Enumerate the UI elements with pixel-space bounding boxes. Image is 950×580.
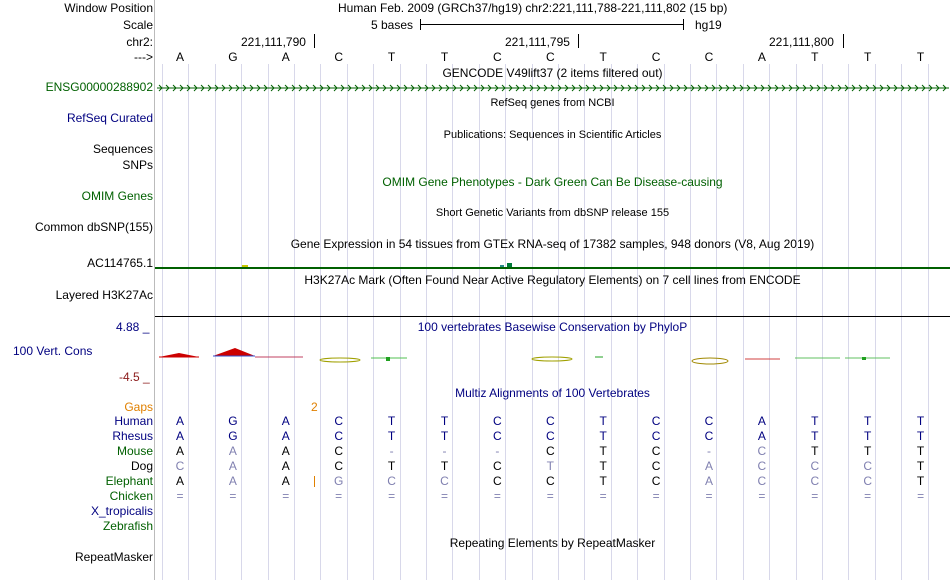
gtex-expression-peak xyxy=(507,263,512,267)
phylop-plot-svg xyxy=(155,344,950,368)
alignment-base: = xyxy=(599,489,607,503)
scale-bar xyxy=(420,24,684,25)
alignment-base: C xyxy=(651,474,661,488)
alignment-base: A xyxy=(281,444,290,458)
alignment-base: A xyxy=(757,414,766,428)
scale-bar-right-tick xyxy=(683,19,684,30)
publications-track-title: Publications: Sequences in Scientific Articles xyxy=(443,129,662,141)
reference-base: A xyxy=(281,50,290,64)
alignment-base: C xyxy=(757,459,767,473)
gaps-label[interactable]: Gaps xyxy=(124,400,153,414)
alignment-base: T xyxy=(864,429,872,443)
alignment-base: T xyxy=(916,459,925,473)
alignment-base: C xyxy=(545,429,555,443)
label-divider xyxy=(154,0,155,580)
alignment-base: T xyxy=(916,444,925,458)
species-label[interactable]: X_tropicalis xyxy=(90,504,153,518)
alignment-base: T xyxy=(811,444,819,458)
alignment-base: T xyxy=(864,444,872,458)
species-label[interactable]: Mouse xyxy=(116,444,153,458)
scale-db-text: hg19 xyxy=(695,18,722,32)
species-label[interactable]: Human xyxy=(114,414,153,428)
position-tick xyxy=(843,34,844,48)
alignment-base: T xyxy=(916,414,925,428)
alignment-base: C xyxy=(863,459,873,473)
phylop-max-value: 4.88 _ xyxy=(116,320,150,334)
alignment-base: = xyxy=(176,489,184,503)
alignment-base: T xyxy=(599,414,607,428)
alignment-base: = xyxy=(440,489,448,503)
reference-base: C xyxy=(651,50,661,64)
alignment-base: T xyxy=(387,414,396,428)
reference-base: C xyxy=(545,50,555,64)
gtex-expression-bar[interactable] xyxy=(155,267,950,269)
alignment-base: - xyxy=(495,444,500,458)
alignment-base: T xyxy=(864,414,872,428)
arrow-label: ---> xyxy=(134,50,153,64)
scale-text: 5 bases xyxy=(371,18,414,32)
omim-track-title: OMIM Gene Phenotypes - Dark Green Can Be Disease-causing xyxy=(382,175,723,189)
chr-label: chr2: xyxy=(126,35,153,49)
alignment-base: T xyxy=(440,459,449,473)
alignment-base: A xyxy=(757,429,766,443)
h3k27ac-track-label[interactable]: Layered H3K27Ac xyxy=(55,288,153,302)
alignment-base: C xyxy=(757,474,767,488)
alignment-base: T xyxy=(440,429,449,443)
alignment-base: C xyxy=(704,414,714,428)
position-tick-label: 221,111,795 xyxy=(505,35,570,49)
alignment-base: T xyxy=(599,444,607,458)
alignment-base: = xyxy=(493,489,501,503)
alignment-base: C xyxy=(704,429,714,443)
gencode-track-label[interactable]: ENSG00000288902 xyxy=(45,80,153,94)
alignment-base: = xyxy=(282,489,290,503)
alignment-base: = xyxy=(335,489,343,503)
alignment-base: T xyxy=(916,429,925,443)
alignment-base: A xyxy=(704,459,713,473)
alignment-base: C xyxy=(810,474,820,488)
alignment-base: C xyxy=(493,459,502,473)
alignment-base: T xyxy=(599,474,607,488)
multiz-track-title: Multiz Alignments of 100 Vertebrates xyxy=(455,386,650,400)
gtex-track-title: Gene Expression in 54 tissues from GTEx RNA-seq of 17382 samples, 948 donors (V8, Aug 2019) xyxy=(290,237,815,251)
reference-base: C xyxy=(334,50,344,64)
alignment-base: - xyxy=(389,444,394,458)
alignment-base: C xyxy=(810,459,820,473)
alignment-base: C xyxy=(387,474,396,488)
alignment-base: T xyxy=(599,429,607,443)
alignment-base: A xyxy=(175,474,184,488)
alignment-base: A xyxy=(281,459,290,473)
alignment-base: C xyxy=(334,459,344,473)
repeatmasker-track-label[interactable]: RepeatMasker xyxy=(74,550,153,564)
scale-bar-left-tick xyxy=(420,19,421,30)
alignment-base: C xyxy=(651,459,661,473)
dbsnp-track-label[interactable]: Common dbSNP(155) xyxy=(34,220,153,234)
alignment-base: A xyxy=(281,474,290,488)
repeatmasker-track-title: Repeating Elements by RepeatMasker xyxy=(449,536,656,550)
alignment-base: C xyxy=(493,414,502,428)
snps-track-label[interactable]: SNPs xyxy=(122,158,153,172)
reference-base: T xyxy=(916,50,925,64)
phylop-track-title: 100 vertebrates Basewise Conservation by PhyloP xyxy=(417,320,688,334)
species-label[interactable]: Elephant xyxy=(105,474,153,488)
alignment-base: - xyxy=(442,444,447,458)
phylop-conservation-plot[interactable] xyxy=(155,344,950,368)
alignment-base: A xyxy=(228,444,237,458)
alignment-base: C xyxy=(651,444,661,458)
alignment-base: C xyxy=(493,474,502,488)
alignment-base: = xyxy=(758,489,766,503)
reference-base: T xyxy=(599,50,607,64)
species-label[interactable]: Chicken xyxy=(109,489,153,503)
assembly-position-text[interactable]: Human Feb. 2009 (GRCh37/hg19) chr2:221,111,788-221,111,802 (15 bp) xyxy=(338,1,728,15)
alignment-base: C xyxy=(545,414,555,428)
reference-base: A xyxy=(757,50,766,64)
alignment-base: G xyxy=(228,429,238,443)
reference-base: T xyxy=(440,50,449,64)
window-position-label: Window Position xyxy=(64,1,153,15)
reference-base: G xyxy=(228,50,238,64)
reference-base: T xyxy=(811,50,819,64)
alignment-base: = xyxy=(229,489,237,503)
alignment-base: C xyxy=(863,474,873,488)
alignment-base: C xyxy=(334,429,344,443)
alignment-base: C xyxy=(651,429,661,443)
alignment-base: C xyxy=(334,414,344,428)
gencode-gene-feature[interactable] xyxy=(157,82,949,92)
alignment-base: T xyxy=(811,414,819,428)
alignment-base: = xyxy=(546,489,554,503)
alignment-base: A xyxy=(228,459,237,473)
alignment-base: A xyxy=(281,414,290,428)
alignment-base: C xyxy=(545,474,555,488)
alignment-base: = xyxy=(705,489,713,503)
h3k27ac-baseline xyxy=(155,316,950,317)
reference-base: C xyxy=(704,50,714,64)
alignment-base: A xyxy=(704,474,713,488)
alignment-base: C xyxy=(651,414,661,428)
alignment-base: A xyxy=(175,444,184,458)
reference-base: T xyxy=(387,50,396,64)
alignment-base: C xyxy=(440,474,449,488)
alignment-base: = xyxy=(917,489,925,503)
alignment-base: G xyxy=(334,474,344,488)
alignment-base: C xyxy=(175,459,185,473)
position-tick-label: 221,111,800 xyxy=(769,35,834,49)
alignment-base: T xyxy=(599,459,607,473)
phylop-min-value: -4.5 _ xyxy=(119,370,150,384)
species-label[interactable]: Dog xyxy=(130,459,153,473)
alignment-base: = xyxy=(388,489,396,503)
alignment-base: C xyxy=(545,444,555,458)
h3k27ac-track-title: H3K27Ac Mark (Often Found Near Active Regulatory Elements) on 7 cell lines from ENCODE xyxy=(304,273,801,287)
alignment-base: T xyxy=(387,429,396,443)
gap-count-marker: 2 xyxy=(311,400,318,414)
alignment-base: = xyxy=(864,489,872,503)
alignment-base: T xyxy=(546,459,554,473)
alignment-base: A xyxy=(175,414,184,428)
alignment-base: C xyxy=(757,444,767,458)
alignment-base: T xyxy=(916,474,925,488)
gencode-gene-arrows xyxy=(157,83,949,93)
reference-base: T xyxy=(864,50,872,64)
alignment-base: T xyxy=(811,429,819,443)
alignment-base: G xyxy=(228,414,238,428)
position-tick xyxy=(314,34,315,48)
alignment-base: C xyxy=(493,429,502,443)
gtex-expression-peak xyxy=(242,265,248,267)
refseq-track-title: RefSeq genes from NCBI xyxy=(490,97,615,109)
alignment-base: C xyxy=(334,444,344,458)
alignment-base: T xyxy=(440,414,449,428)
reference-base: C xyxy=(493,50,502,64)
scale-label: Scale xyxy=(122,18,153,32)
gencode-track-title: GENCODE V49lift37 (2 items filtered out) xyxy=(442,66,663,80)
sequences-track-label[interactable]: Sequences xyxy=(92,142,153,156)
alignment-base: A xyxy=(228,474,237,488)
gtex-track-label[interactable]: AC114765.1 xyxy=(87,256,153,270)
position-tick-label: 221,111,790 xyxy=(241,35,306,49)
insertion-marker xyxy=(314,476,315,487)
alignment-base: = xyxy=(652,489,660,503)
omim-track-label[interactable]: OMIM Genes xyxy=(81,189,153,203)
alignment-base: T xyxy=(387,459,396,473)
alignment-base: - xyxy=(707,444,711,458)
phylop-track-label[interactable]: 100 Vert. Cons xyxy=(13,344,93,358)
alignment-base: A xyxy=(281,429,290,443)
refseq-track-label[interactable]: RefSeq Curated xyxy=(66,111,153,125)
gtex-expression-peak xyxy=(500,265,504,267)
position-tick xyxy=(578,34,579,48)
species-label[interactable]: Rhesus xyxy=(112,429,153,443)
species-label[interactable]: Zebrafish xyxy=(102,519,153,533)
dbsnp-track-title: Short Genetic Variants from dbSNP release 155 xyxy=(435,207,670,219)
alignment-base: A xyxy=(175,429,184,443)
reference-base: A xyxy=(175,50,184,64)
alignment-base: = xyxy=(811,489,819,503)
